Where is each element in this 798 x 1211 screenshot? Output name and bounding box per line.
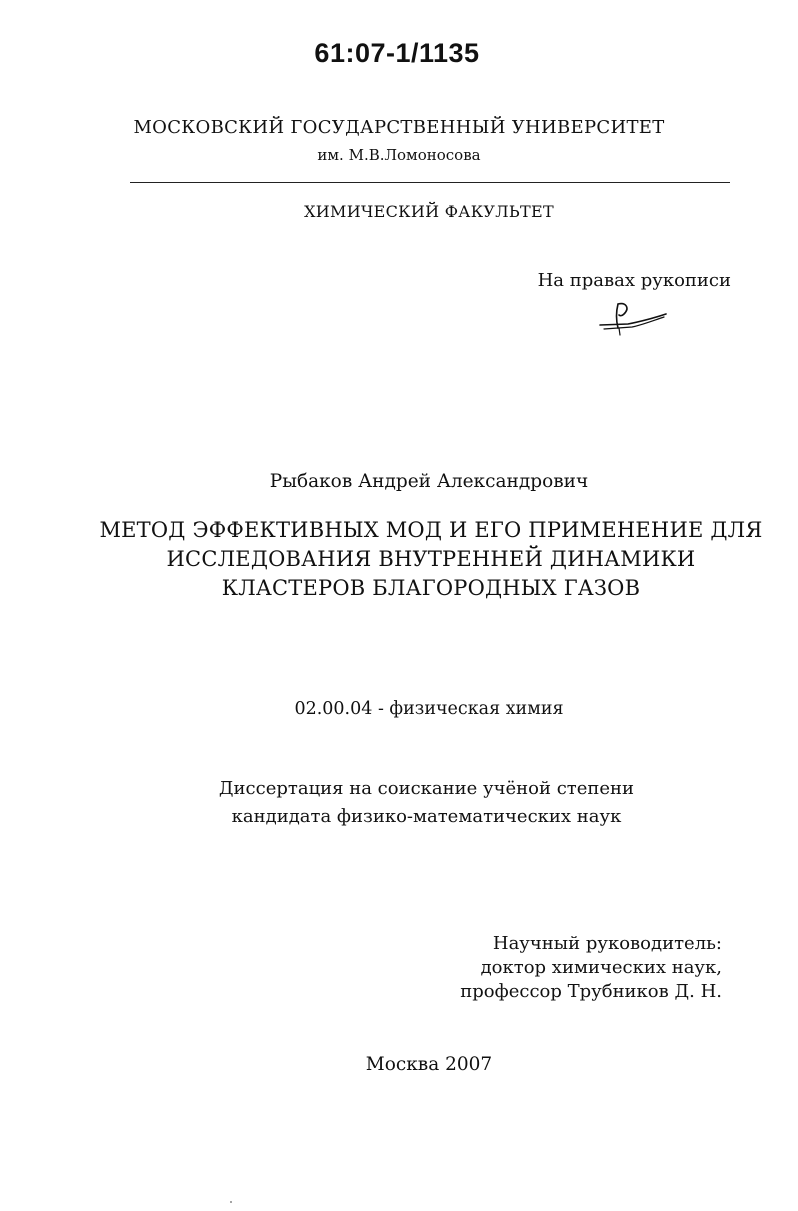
catalog-number: 61:07-1/1135 <box>314 38 480 68</box>
specialty-code: 02.00.04 - физическая химия <box>294 699 564 719</box>
title-line: ИССЛЕДОВАНИЯ ВНУТРЕННЕЙ ДИНАМИКИ <box>166 547 696 571</box>
title-line: КЛАСТЕРОВ БЛАГОРОДНЫХ ГАЗОВ <box>221 576 641 600</box>
university-subtitle: им. М.В.Ломоносова <box>317 146 481 164</box>
faculty-name: ХИМИЧЕСКИЙ ФАКУЛЬТЕТ <box>304 202 554 221</box>
scan-speck <box>230 1201 232 1203</box>
degree-line: Диссертация на соискание учёной степени <box>218 778 635 799</box>
supervisor-line: доктор химических наук, <box>480 957 722 978</box>
supervisor-line: Научный руководитель: <box>492 933 722 954</box>
signature-icon <box>598 298 670 338</box>
university-name: МОСКОВСКИЙ ГОСУДАРСТВЕННЫЙ УНИВЕРСИТЕТ <box>133 117 665 138</box>
degree-statement <box>0 775 798 831</box>
header-divider <box>130 182 730 183</box>
degree-line: кандидата физико-математических наук <box>231 806 622 827</box>
title-line: МЕТОД ЭФФЕКТИВНЫХ МОД И ЕГО ПРИМЕНЕНИЕ ДЛЯ <box>99 518 763 542</box>
author-name: Рыбаков Андрей Александрович <box>269 471 589 492</box>
supervisor-block <box>460 932 722 1004</box>
city-year: Москва 2007 <box>365 1054 493 1075</box>
manuscript-note: На правах рукописи <box>537 270 731 291</box>
dissertation-title <box>0 516 798 603</box>
supervisor-line: профессор Трубников Д. Н. <box>460 981 722 1002</box>
